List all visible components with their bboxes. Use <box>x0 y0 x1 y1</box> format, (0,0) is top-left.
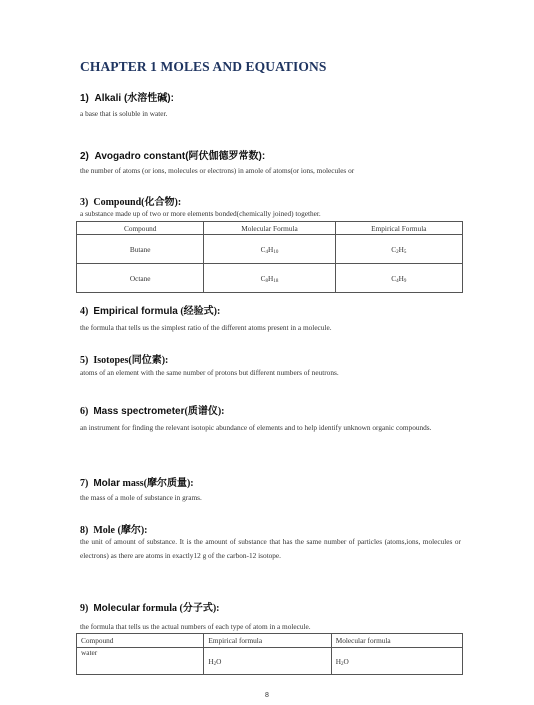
term-heading-mass-spectrometer <box>80 402 225 417</box>
term-name-part: formula <box>142 603 177 614</box>
term-number: 7) <box>80 478 89 489</box>
term-chinese: (质谱仪): <box>184 406 225 417</box>
term-number: 8) <box>80 525 89 536</box>
table-header-cell: Compound <box>77 634 204 648</box>
term-chinese: (阿伏伽德罗常数): <box>185 151 266 162</box>
definition-avogadro-constant: the number of atoms (or ions, molecules or electrons) in amole of atoms(or ions, molecules or <box>80 166 355 175</box>
molecular-formula-cell: $H_2O$ <box>331 648 462 675</box>
molecular-formula-cell: $C_4H_{10}$ <box>204 235 335 264</box>
term-number: 1) <box>80 93 89 104</box>
term-number: 5) <box>80 355 89 366</box>
term-number: 2) <box>80 151 89 162</box>
term-chinese: (分子式): <box>179 603 220 614</box>
table-row <box>77 648 463 675</box>
term-name: Isotopes <box>93 355 129 366</box>
page-number: 8 <box>265 692 269 699</box>
term-name: Molecular <box>93 603 141 614</box>
term-chinese: (经验式): <box>180 306 221 317</box>
term-heading-alkali <box>80 89 174 104</box>
definition-molar-mass: the mass of a mole of substance in grams. <box>80 493 202 502</box>
molecular-formula-table <box>76 633 463 675</box>
term-heading-compound <box>80 193 181 208</box>
definition-empirical-formula: the formula that tells us the simplest ratio of the different atoms present in a molecule. <box>80 323 332 332</box>
term-chinese: (摩尔): <box>117 525 148 536</box>
term-name: Compound <box>93 197 142 208</box>
compound-cell: Octane <box>77 264 204 293</box>
table-header-cell: Compound <box>77 222 204 235</box>
term-name: Molar <box>93 478 121 489</box>
compound-formula-table <box>76 221 463 293</box>
molecular-formula-cell: $C_8H_{18}$ <box>204 264 335 293</box>
term-heading-avogadro-constant <box>80 147 265 162</box>
compound-cell: water <box>77 648 204 675</box>
term-name: Mole <box>93 525 115 536</box>
table-row <box>77 264 463 293</box>
term-chinese: (同位素): <box>128 355 169 366</box>
term-number: 4) <box>80 306 89 317</box>
empirical-formula-cell: $H_2O$ <box>204 648 331 675</box>
definition-molecular-formula: the formula that tells us the actual numbers of each type of atom in a molecule. <box>80 622 311 631</box>
term-name: Mass spectrometer <box>93 406 185 417</box>
term-heading-isotopes <box>80 351 168 366</box>
term-heading-molecular-formula <box>80 599 219 614</box>
term-name: Empirical formula <box>93 306 178 317</box>
term-chinese: (水溶性碱): <box>123 93 174 104</box>
term-name-part: mass <box>122 478 144 489</box>
term-number: 9) <box>80 603 89 614</box>
table-header-row <box>77 634 463 648</box>
chapter-title: CHAPTER 1 MOLES AND EQUATIONS <box>80 59 327 74</box>
definition-mole: the unit of amount of substance. It is the amount of substance that has the same number of particles (atoms,ions, molecules or electrons) as there are atoms in exactly12 g of the carbon-12 isotope. <box>80 537 461 561</box>
definition-alkali: a base that is soluble in water. <box>80 109 168 118</box>
table-header-cell: Empirical formula <box>204 634 331 648</box>
term-name: Avogadro constant <box>94 151 186 162</box>
term-heading-mole <box>80 521 148 536</box>
definition-isotopes: atoms of an element with the same number of protons but different numbers of neutrons. <box>80 368 339 377</box>
table-header-cell: Molecular Formula <box>204 222 335 235</box>
compound-cell: Butane <box>77 235 204 264</box>
term-number: 3) <box>80 197 89 208</box>
table-header-cell: Empirical Formula <box>335 222 462 235</box>
term-chinese: (化合物): <box>141 197 182 208</box>
table-row <box>77 235 463 264</box>
term-heading-empirical-formula <box>80 302 220 317</box>
empirical-formula-cell: $C_2H_5$ <box>335 235 462 264</box>
term-chinese: (摩尔质量): <box>143 478 194 489</box>
term-number: 6) <box>80 406 89 417</box>
definition-compound: a substance made up of two or more elements bonded(chemically joined) together. <box>80 209 321 218</box>
definition-mass-spectrometer: an instrument for finding the relevant isotopic abundance of elements and to help identify unknown organic compounds. <box>80 423 432 432</box>
term-heading-molar-mass <box>80 474 194 489</box>
table-header-cell: Molecular formula <box>331 634 462 648</box>
empirical-formula-cell: $C_4H_9$ <box>335 264 462 293</box>
table-header-row <box>77 222 463 235</box>
term-name: Alkali <box>94 93 122 104</box>
